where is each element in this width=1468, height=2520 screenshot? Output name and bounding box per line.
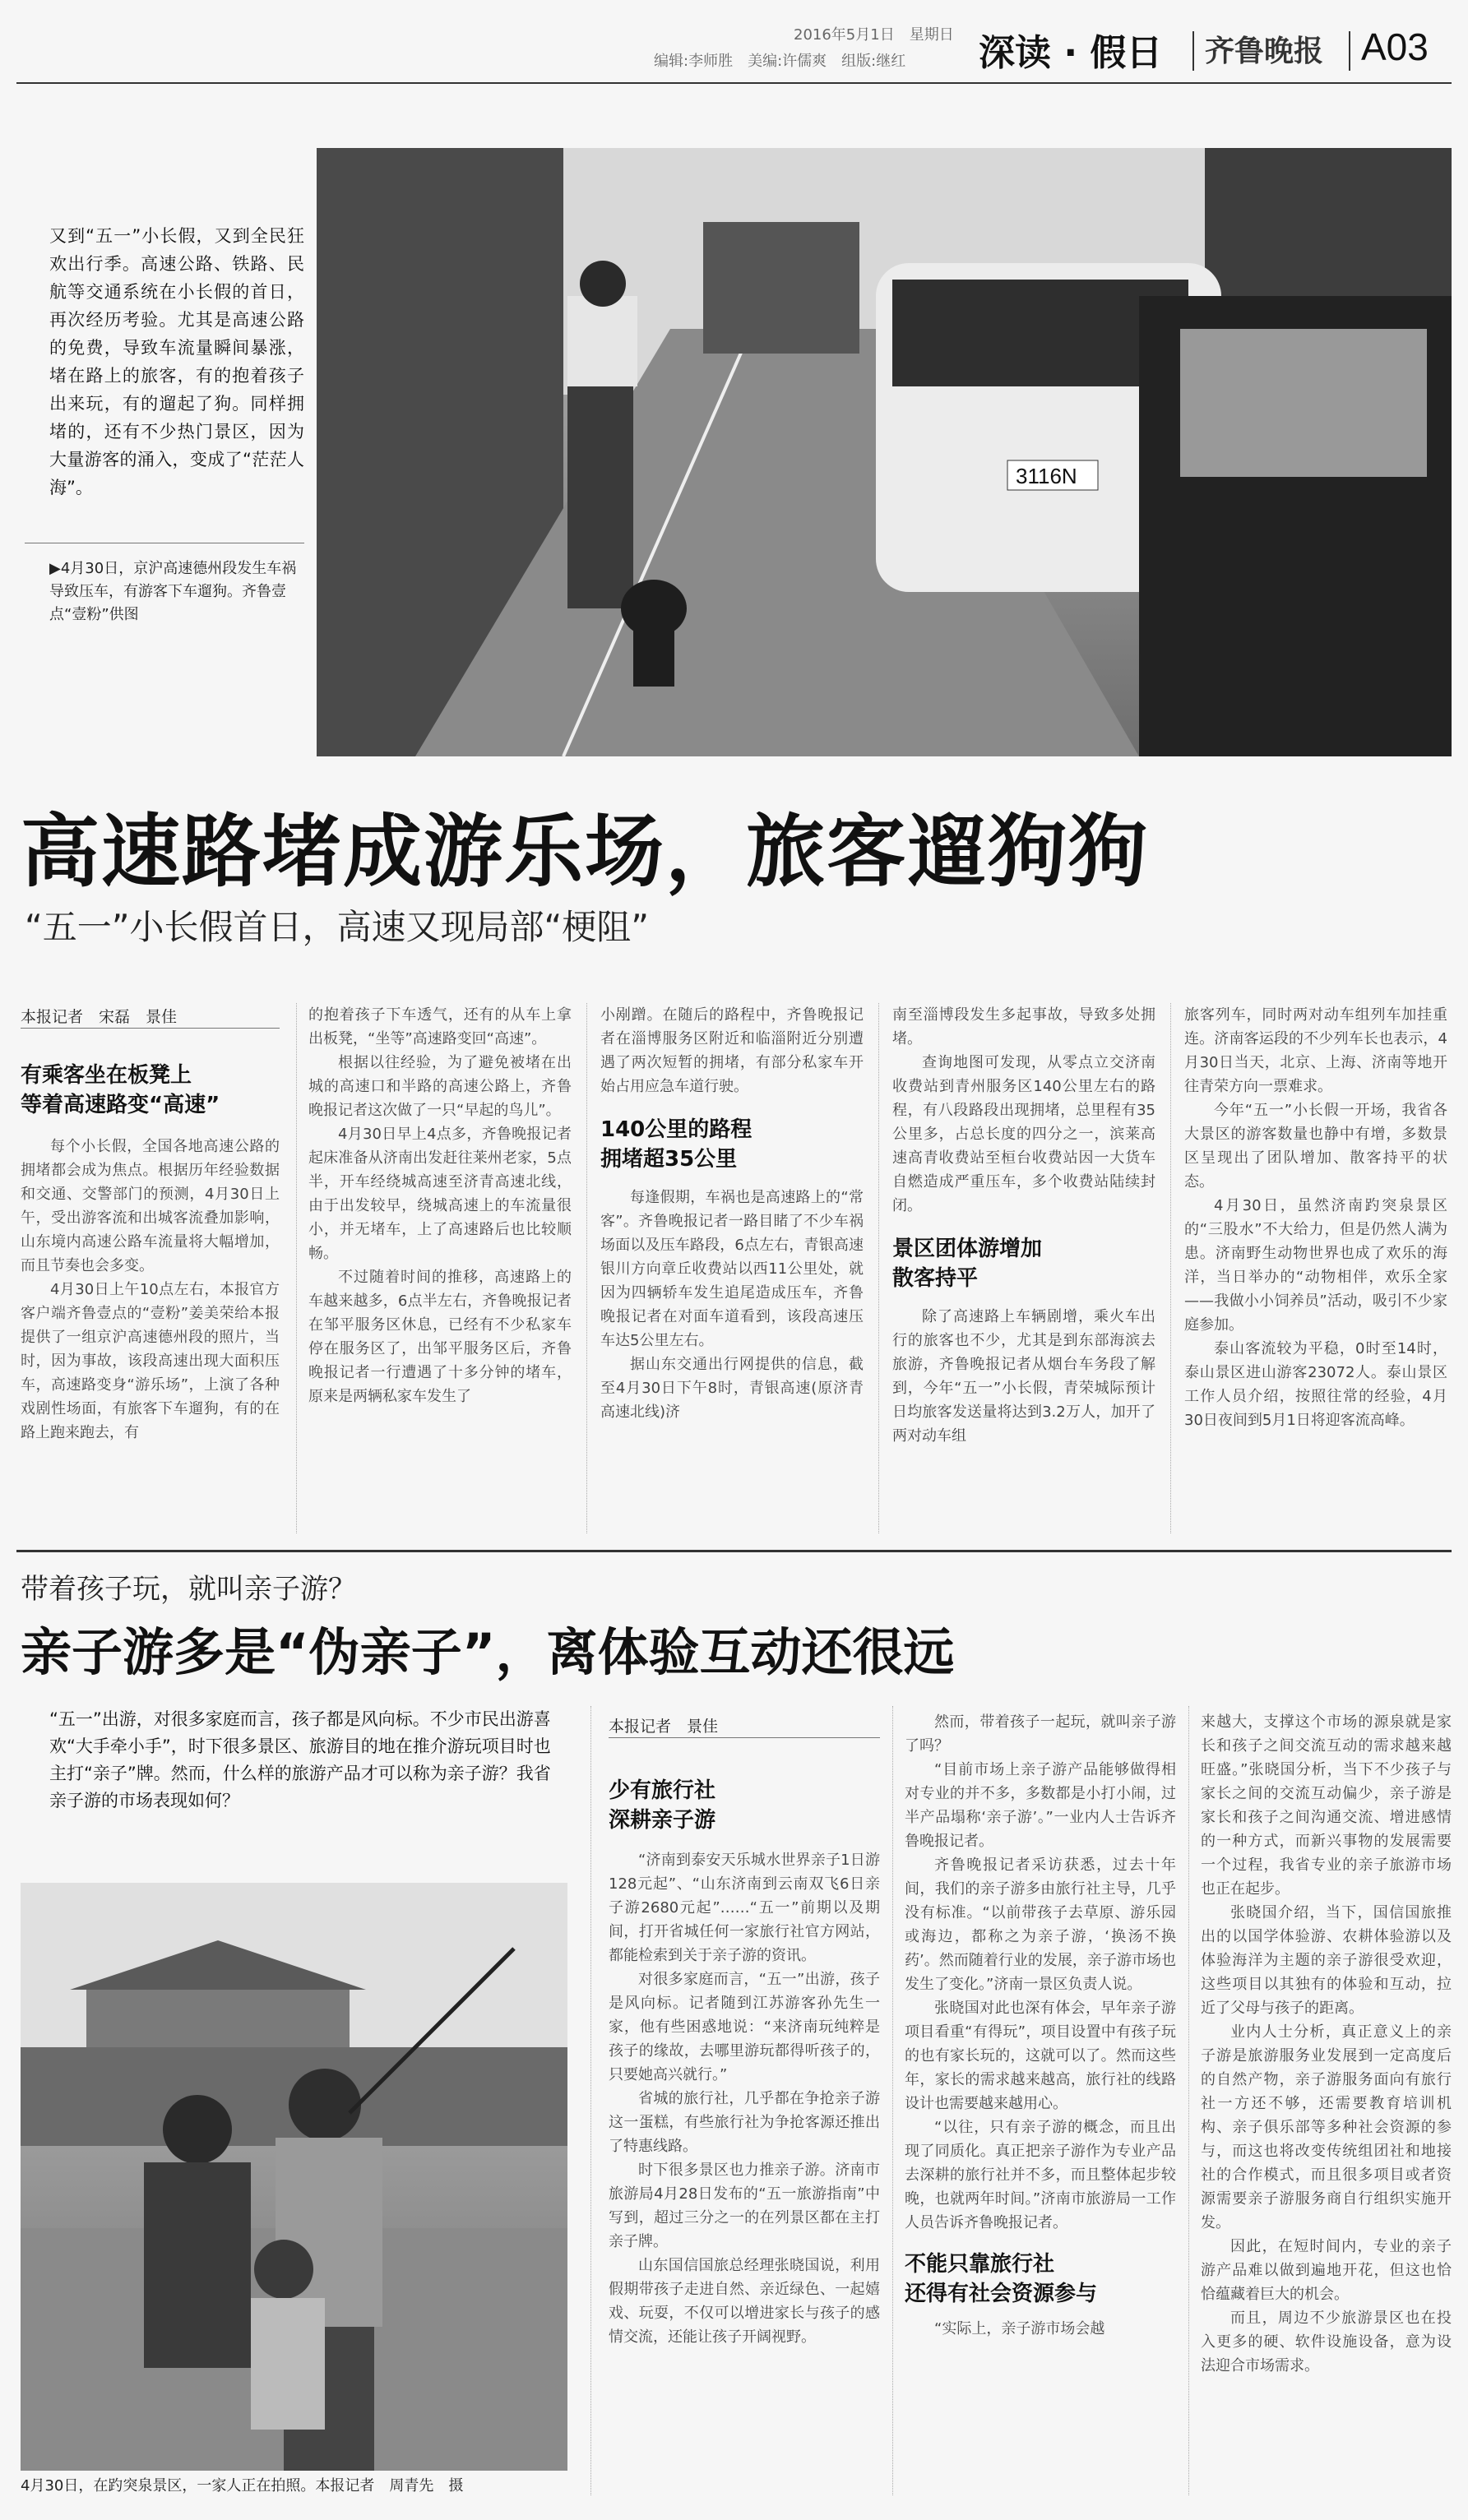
paragraph: 南至淄博段发生多起事故，导致多处拥堵。	[892, 1006, 1155, 1047]
story1-lead: 又到“五一”小长假，又到全民狂欢出行季。高速公路、铁路、民航等交通系统在小长假的首日，再次经历考验。尤其是高速公路的免费，导致车流量瞬间暴涨，堵在路上的旅客，有的抱着孩子出来玩，有的遛起了狗。同样拥堵的，还有不少热门景区，因为大量游客的涌入，变成了“茫茫人海”。	[49, 226, 304, 497]
story1-byline: 本报记者 宋磊 景佳	[21, 1008, 178, 1026]
story1-column-5	[1184, 1003, 1447, 1432]
byline-rule	[609, 1737, 880, 1738]
paragraph: 业内人士分析，真正意义上的亲子游是旅游服务业发展到一定高度后的自然产物，亲子游服务面向有旅行社一方还不够，还需要教育培训机构、亲子俱乐部等多种社会资源的参与，而这也将改变传统组团社和地接社的合作模式，而且很多项目或者资源需要亲子游服务商自行组织实施开发。	[1201, 2023, 1452, 2231]
subheading: 不能只靠旅行社 还得有社会资源参与	[905, 2252, 1098, 2306]
paragraph: 每个小长假，全国各地高速公路的拥堵都会成为焦点。根据历年经验数据和交通、交警部门的预测，4月30日上午，受出游客流和出城客流叠加影响，山东境内高速公路车流量将大幅增加，而且节奏也会多变。	[21, 1138, 280, 1274]
story2-kicker: 带着孩子玩，就叫亲子游？	[21, 1573, 356, 1606]
subheading: 少有旅行社 深耕亲子游	[609, 1778, 716, 1833]
paragraph: 据山东交通出行网提供的信息，截至4月30日下午8时，青银高速(原济青高速北线)济	[600, 1356, 864, 1421]
story2-column-3	[1201, 1710, 1452, 2378]
paragraph: 省城的旅行社，几乎都在争抢亲子游这一蛋糕，有些旅行社为争抢客源还推出了特惠线路。	[609, 2090, 880, 2155]
paragraph: 张晓国介绍，当下，国信国旅推出的以国学体验游、农耕体验游以及体验海洋为主题的亲子游很受欢迎，这些项目以其独有的体验和互动，拉近了父母与孩子的距离。	[1201, 1904, 1452, 2017]
paragraph: 今年“五一”小长假一开场，我省各大景区的游客数量也静中有增，多数景区呈现出了团队增加、散客持平的状态。	[1184, 1102, 1447, 1191]
story1-deck: “五一”小长假首日，高速又现局部“梗阻”	[25, 907, 650, 947]
masthead-divider	[1192, 31, 1194, 71]
paragraph: 4月30日早上4点多，齐鲁晚报记者起床准备从济南出发赶往莱州老家，5点半，开车经绕城高速至济青高速北线，由于出发较早，绕城高速上的车流量很小，并无堵车，上了高速路后也比较顺畅。	[308, 1126, 572, 1262]
masthead-date: 2016年5月1日 星期日	[794, 26, 954, 44]
subheading: 有乘客坐在板凳上 等着高速路变“高速”	[21, 1063, 220, 1117]
page-number: A03	[1361, 25, 1429, 68]
paragraph: 根据以往经验，为了避免被堵在出城的高速口和半路的高速公路上，齐鲁晚报记者这次做了一只“早起的鸟儿”。	[308, 1054, 572, 1119]
paragraph: 4月30日上午10点左右，本报官方客户端齐鲁壹点的“壹粉”姜美荣给本报提供了一组京沪高速德州段的照片，当时，因为事故，该段高速出现大面积压车，高速路变身“游乐场”，上演了各种戏剧性场面，有旅客下车遛狗，有的在路上跑来跑去，有	[21, 1281, 280, 1441]
paragraph: 山东国信国旅总经理张晓国说，利用假期带孩子走进自然、亲近绿色、一起嬉戏、玩耍，不仅可以增进家长与孩子的感情交流，还能让孩子开阔视野。	[609, 2257, 880, 2346]
story1-headline: 高速路堵成游乐场，旅客遛狗狗	[21, 806, 1149, 898]
paragraph: “济南到泰安天乐城水世界亲子1日游128元起”、“山东济南到云南双飞6日亲子游2680元起”……“五一”前期以及期间，打开省城任何一家旅行社官方网站，都能检索到关于亲子游的资讯。	[609, 1852, 880, 1964]
family-photo-illustration	[21, 1883, 567, 2471]
paragraph: 除了高速路上车辆剧增，乘火车出行的旅客也不少，尤其是到东部海滨去旅游，齐鲁晚报记者从烟台车务段了解到，今年“五一”小长假，青荣城际预计日均旅客发送量将达到3.2万人，加开了两对动车组	[892, 1308, 1155, 1445]
license-plate: 3116N	[1016, 464, 1077, 488]
paragraph: 4月30日，虽然济南趵突泉景区的“三股水”不大给力，但是仍然人满为患。济南野生动物世界也成了欢乐的海洋，当日举办的“动物相伴，欢乐全家——我做小小饲养员”活动，吸引不少家庭参加。	[1184, 1197, 1447, 1334]
masthead-editors: 编辑:李师胜 美编:许儒爽 组版:继红	[654, 53, 906, 70]
paragraph: 因此，在短时间内，专业的亲子游产品难以做到遍地开花，但这也恰恰蕴藏着巨大的机会。	[1201, 2238, 1452, 2303]
paragraph: 然而，带着孩子一起玩，就叫亲子游了吗？	[905, 1713, 1176, 1755]
paragraph: “实际上，亲子游市场会越	[934, 2320, 1105, 2337]
paragraph: 不过随着时间的推移，高速路上的车越来越多，6点半左右，齐鲁晚报记者在邹平服务区休息，已经有不少私家车停在服务区了，出邹平服务区后，齐鲁晚报记者一行遭遇了十多分钟的堵车，原来是两辆私家车发生了	[308, 1269, 572, 1405]
paragraph: 来越大，支撑这个市场的源泉就是家长和孩子之间交流互动的需求越来越旺盛。”张晓国分析，当下不少孩子与家长之间的交流互动偏少，亲子游是家长和孩子之间沟通交流、增进感情的一种方式，而新兴事物的发展需要一个过程，我省专业的亲子旅游市场也正在起步。	[1201, 1713, 1452, 1898]
story2-headline: 亲子游多是“伪亲子”，离体验互动还很远	[21, 1622, 955, 1682]
story2-photo-caption: 4月30日，在趵突泉景区，一家人正在拍照。本报记者 周青先 摄	[21, 2477, 464, 2495]
paragraph: 对很多家庭而言，“五一”出游，孩子是风向标。记者随到江苏游客孙先生一家，他有些困惑地说：“来济南玩纯粹是孩子的缘故，去哪里游玩都得听孩子的，只要她高兴就行。”	[609, 1971, 880, 2083]
paragraph: 而且，周边不少旅游景区也在投入更多的硬、软件设施设备，意为设法迎合市场需求。	[1201, 2310, 1452, 2374]
paragraph: “以往，只有亲子游的概念，而且出现了同质化。真正把亲子游作为专业产品去深耕的旅行社并不多，而且整体起步较晚，也就两年时间。”济南市旅游局一工作人员告诉齐鲁晚报记者。	[905, 2119, 1176, 2231]
story1-column-2	[308, 1003, 572, 1408]
masthead-divider	[1349, 31, 1350, 71]
story2-photo	[21, 1883, 567, 2471]
highway-traffic-illustration	[317, 148, 1452, 756]
story1-photo	[317, 148, 1452, 756]
paragraph: 小剐蹭。在随后的路程中，齐鲁晚报记者在淄博服务区附近和临淄附近分别遭遇了两次短暂的拥堵，有部分私家车开始占用应急车道行驶。	[600, 1006, 864, 1095]
paragraph: 的抱着孩子下车透气，还有的从车上拿出板凳，“坐等”高速路变回“高速”。	[308, 1006, 572, 1047]
story1-column-1	[21, 1061, 280, 1445]
paragraph: 张晓国对此也深有体会，早年亲子游项目看重“有得玩”，项目设置中有孩子玩的也有家长玩的，这就可以了。然而这些年，家长的需求越来越高，旅行社的线路设计也需要越来越用心。	[905, 2000, 1176, 2112]
paragraph: 泰山客流较为平稳，0时至14时，泰山景区进山游客23072人。泰山景区工作人员介绍，按照往常的经验，4月30日夜间到5月1日将迎客流高峰。	[1184, 1340, 1447, 1429]
masthead-brand-logo: 齐鲁晚报	[1205, 34, 1324, 68]
story2-column-1	[609, 1776, 880, 2349]
paragraph: 旅客列车，同时两对动车组列车加挂重连。济南客运段的不少列车长也表示，4月30日当天，北京、上海、济南等地开往青荣方向一票难求。	[1184, 1006, 1447, 1095]
paragraph: 齐鲁晚报记者采访获悉，过去十年间，我们的亲子游多由旅行社主导，几乎没有标准。“以前带孩子去草原、游乐园或海边，都称之为亲子游，‘换汤不换药’。然而随着行业的发展，亲子游市场也发生了变化。”济南一景区负责人说。	[905, 1856, 1176, 1993]
section-divider	[16, 1550, 1452, 1552]
masthead-section: 深读 · 假日	[979, 32, 1163, 74]
paragraph: “目前市场上亲子游产品能够做得相对专业的并不多，多数都是小打小闹，过半产品塌称‘亲子游’。”一业内人士告诉齐鲁晚报记者。	[905, 1761, 1176, 1850]
story2-intro: “五一”出游，对很多家庭而言，孩子都是风向标。不少市民出游喜欢“大手牵小手”，时下很多景区、旅游目的地在推介游玩项目时也主打“亲子”牌。然而，什么样的旅游产品才可以称为亲子游？我省亲子游的市场表现如何？	[49, 1709, 551, 1810]
subheading: 景区团体游增加 散客持平	[892, 1237, 1043, 1291]
story1-photo-caption: ▶4月30日，京沪高速德州段发生车祸导致压车，有游客下车遛狗。齐鲁壹点“壹粉”供图	[49, 560, 297, 623]
story2-column-2	[905, 1710, 1176, 2341]
subheading: 140公里的路程 拥堵超35公里	[600, 1117, 753, 1172]
paragraph: 查询地图可发现，从零点立交济南收费站到青州服务区140公里左右的路程，有八段路段出现拥堵，总里程有35公里多，占总长度的四分之一，滨莱高速高青收费站至桓台收费站因一大货车自燃造成严重压车，多个收费站陆续封闭。	[892, 1054, 1155, 1214]
paragraph: 时下很多景区也力推亲子游。济南市旅游局4月28日发布的“五一旅游指南”中写到，超过三分之一的在列景区都在主打亲子牌。	[609, 2162, 880, 2250]
story1-column-4	[892, 1003, 1155, 1448]
masthead-rule	[16, 82, 1452, 84]
story1-column-3	[600, 1003, 864, 1424]
byline-rule	[21, 1028, 280, 1029]
story2-byline: 本报记者 景佳	[609, 1718, 719, 1736]
paragraph: 每逢假期，车祸也是高速路上的“常客”。齐鲁晚报记者一路目睹了不少车祸场面以及压车路段，6点左右，青银高速银川方向章丘收费站以西11公里处，就因为四辆轿车发生追尾造成压车，齐鲁晚报记者在对面车道看到，该段高速压车达5公里左右。	[600, 1189, 864, 1349]
